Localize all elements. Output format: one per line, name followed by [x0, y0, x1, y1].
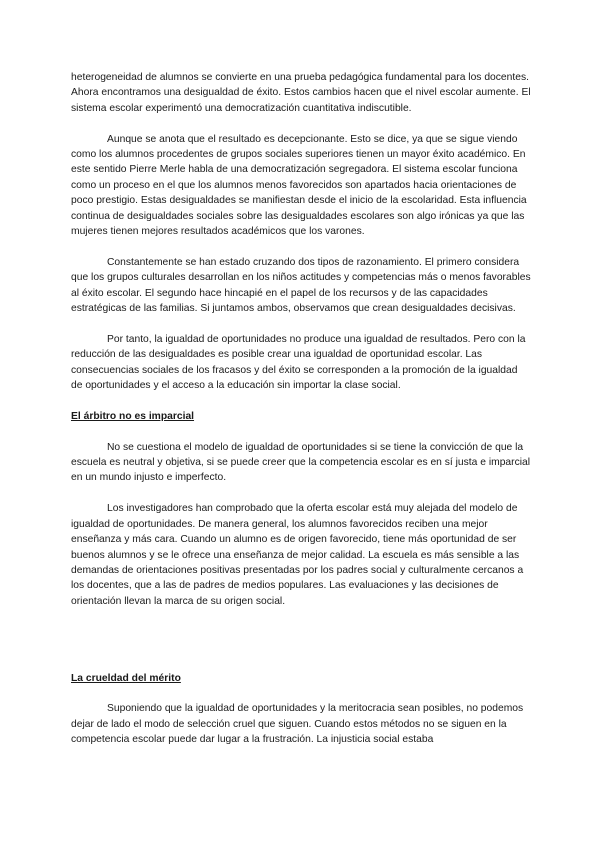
body-paragraph: Aunque se anota que el resultado es decepcionante. Esto se dice, ya que se sigue viendo como los alumnos procedentes de grupos sociales superiores tienen un mayor éxito académico. En este sentido Pierre Merle habla de una democratización segregadora. El sistema escolar funciona como un proceso en el que los alumnos menos favorecidos son apartados hacia orientaciones de poco prestigio. Estas desigualdades se manifiestan desde el inicio de la escolaridad. Esta influencia continua de desigualdades sociales sobre las desigualdades escolares son algo irónicas ya que las mujeres tienen mejores resultados académicos que los varones. [71, 133, 527, 238]
body-paragraph: Los investigadores han comprobado que la oferta escolar está muy alejada del modelo de igualdad de oportunidades. De manera general, los alumnos favorecidos reciben una mejor enseñanza y más cara. Cuando un alumno es de origen favorecido, tiene más oportunidad de ser buenos alumnos y se le ofrece una enseñanza de mejor calidad. La escuela es más sensible a las demandas de orientaciones positivas presentadas por los padres social y culturalmente cercanos a los docentes, que a las de padres de medios populares. Las evaluaciones y las decisiones de orientación llevan la marca de su origen social. [71, 503, 524, 607]
body-paragraph: Suponiendo que la igualdad de oportunidades y la meritocracia sean posibles, no podemos dejar de lado el modo de selección cruel que siguen. Cuando estos métodos no se siguen en la competencia escolar puede dar lugar a la frustración. La injusticia social estaba [71, 703, 524, 746]
document-body [71, 70, 531, 763]
body-paragraph: Por tanto, la igualdad de oportunidades no produce una igualdad de resultados. Pero con la reducción de las desigualdades es posible crear una igualdad de oportunidad escolar. Las consecuencias sociales de los fracasos y del éxito se corresponden a la promoción de la igualdad de oportunidades y el acceso a la educación sin importar la clase social. [71, 333, 526, 392]
body-paragraph: No se cuestiona el modelo de igualdad de oportunidades si se tiene la convicción de que la escuela es neutral y objetiva, si se puede creer que la competencia escolar es en sí justa e imparcial en un mundo injusto e imperfecto. [71, 441, 531, 484]
blank-spacer [71, 625, 531, 671]
section-heading-crueldad: La crueldad del mérito [71, 672, 181, 684]
body-paragraph: heterogeneidad de alumnos se convierte en una prueba pedagógica fundamental para los docentes. Ahora encontramos una desigualdad de éxito. Estos cambios hacen que el nivel escolar aumente. El sistema escolar experimentó una democratización cuantitativa indiscutible. [71, 72, 531, 114]
body-paragraph: Constantemente se han estado cruzando dos tipos de razonamiento. El primero considera que los grupos culturales desarrollan en los niños actitudes y competencias más o menos favorables al éxito escolar. El segundo hace hincapié en el papel de los recursos y de las capacidades estratégicas de las familias. Si juntamos ambos, observamos que crean desigualdades decisivas. [71, 256, 531, 315]
section-heading-arbitro: El árbitro no es imparcial [71, 410, 195, 422]
